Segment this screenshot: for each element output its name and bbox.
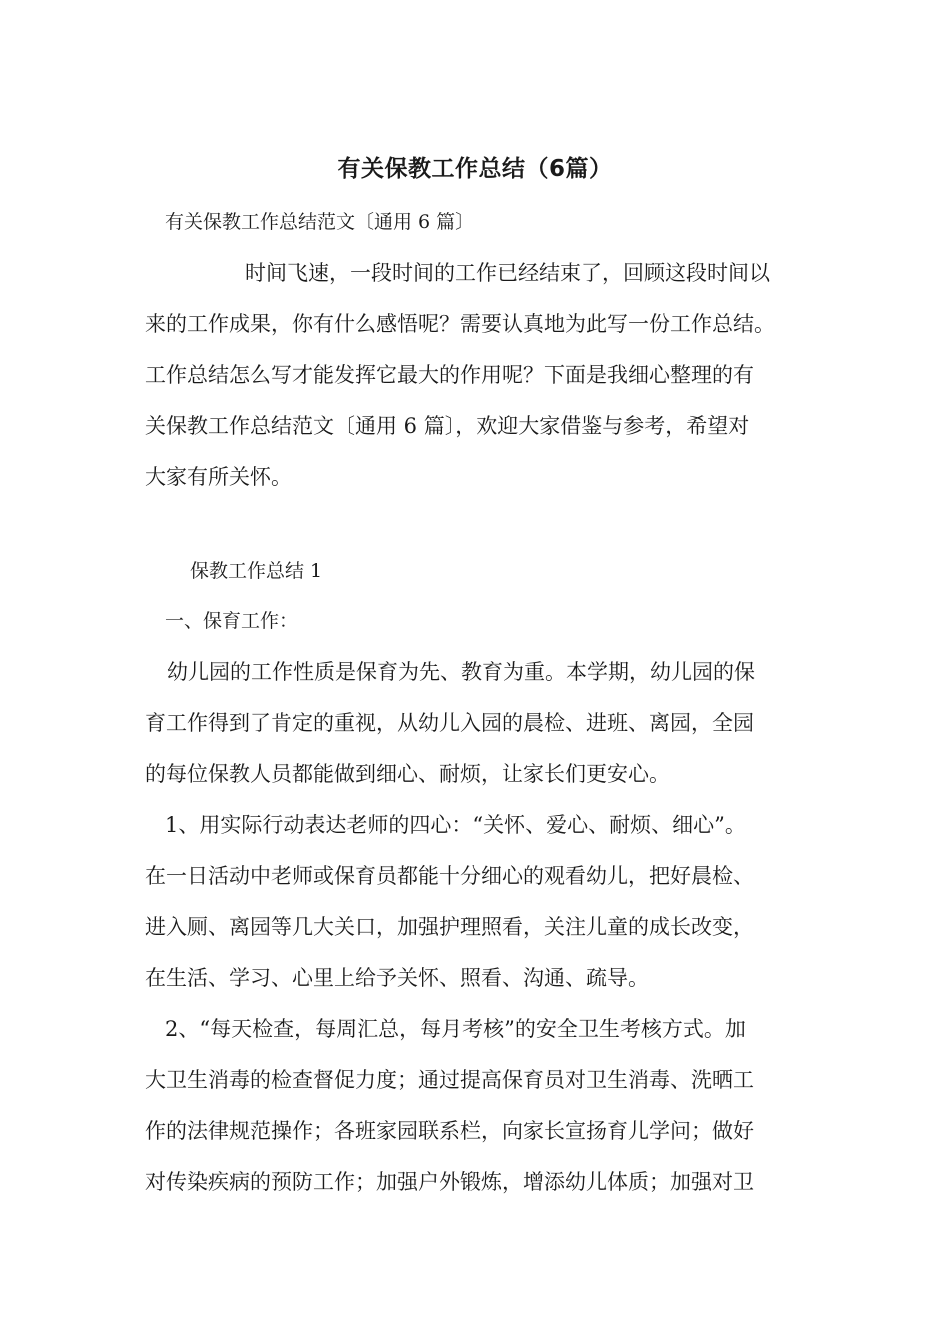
paragraph-line: 时间飞速，一段时间的工作已经结束了，回顾这段时间以 [245, 261, 770, 285]
paragraph-line: 进入厕、离园等几大关口，加强护理照看，关注儿童的成长改变， [145, 915, 754, 939]
subsection-heading: 一、保育工作： [165, 610, 299, 632]
document-subtitle: 有关保教工作总结范文〔通用 6 篇〕 [165, 211, 475, 233]
paragraph-line: 在生活、学习、心里上给予关怀、照看、沟通、疏导。 [145, 966, 649, 990]
paragraph-line: 作的法律规范操作；各班家园联系栏，向家长宣扬育儿学问；做好 [145, 1119, 754, 1143]
paragraph-line: 对传染疾病的预防工作；加强户外锻炼，增添幼儿体质；加强对卫 [145, 1170, 754, 1194]
body-paragraphs [145, 647, 820, 1208]
section-heading: 保教工作总结 1 [190, 560, 323, 582]
paragraph-line: 大卫生消毒的检查督促力度；通过提高保育员对卫生消毒、洗晒工 [145, 1068, 754, 1092]
paragraph-line: 2、“每天检查，每周汇总，每月考核”的安全卫生考核方式。加 [165, 1017, 746, 1041]
paragraph-line: 工作总结怎么写才能发挥它最大的作用呢？下面是我细心整理的有 [145, 363, 754, 387]
paragraph-line: 关保教工作总结范文〔通用 6 篇〕，欢迎大家借鉴与参考，希望对 [145, 414, 750, 438]
paragraph-line: 来的工作成果，你有什么感悟呢？需要认真地为此写一份工作总结。 [145, 312, 775, 336]
paragraph-line: 1、用实际行动表达老师的四心：“关怀、爱心、耐烦、细心”。 [165, 813, 746, 837]
paragraph-line: 育工作得到了肯定的重视，从幼儿入园的晨检、进班、离园，全园 [145, 711, 754, 735]
intro-paragraph [145, 248, 820, 503]
paragraph-line: 的每位保教人员都能做到细心、耐烦，让家长们更安心。 [145, 762, 670, 786]
paragraph-line: 在一日活动中老师或保育员都能十分细心的观看幼儿，把好晨检、 [145, 864, 754, 888]
paragraph-line: 大家有所关怀。 [145, 465, 292, 489]
paragraph-line: 幼儿园的工作性质是保育为先、教育为重。本学期，幼儿园的保 [167, 660, 755, 684]
document-title: 有关保教工作总结（6篇） [337, 156, 613, 182]
